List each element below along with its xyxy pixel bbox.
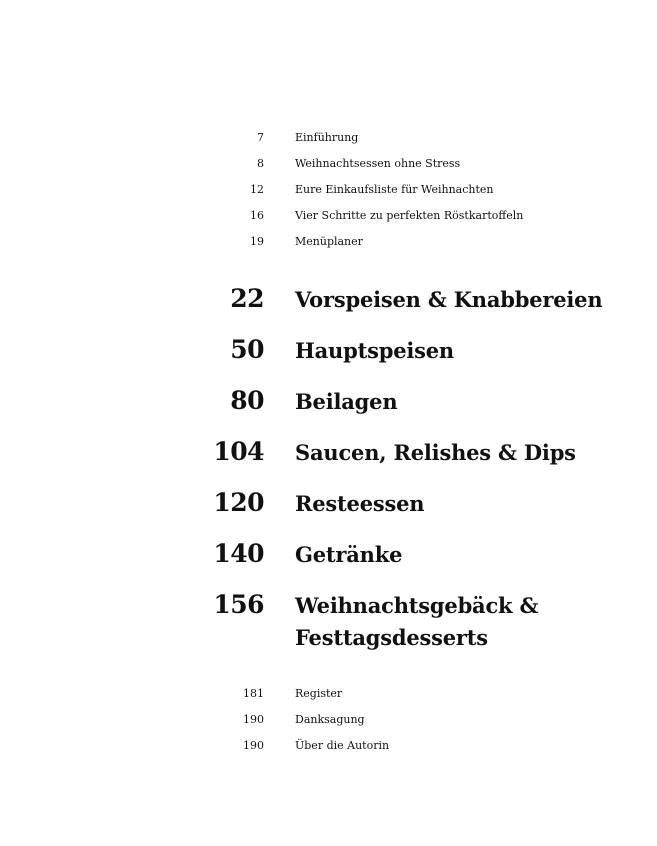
- page-number: 7: [257, 131, 264, 144]
- entry-title: Vier Schritte zu perfekten Röstkartoffeln: [295, 209, 524, 222]
- chapter-page-number: 50: [230, 335, 264, 364]
- chapter-title: Saucen, Relishes & Dips: [295, 440, 576, 465]
- toc-entry-acknowledgements: [0, 712, 657, 738]
- chapter-drinks: [0, 537, 657, 588]
- entry-title: Menüplaner: [295, 235, 363, 248]
- toc-entry-shopping-list: [0, 182, 657, 208]
- chapter-page-number: 156: [213, 590, 264, 619]
- page-number: 190: [243, 739, 264, 752]
- chapter-desserts: [0, 588, 657, 654]
- chapter-title: Beilagen: [295, 389, 398, 414]
- page-number: 181: [243, 687, 264, 700]
- chapter-page-number: 104: [213, 437, 264, 466]
- toc-entry-stress-free: [0, 156, 657, 182]
- toc-entry-menu-planner: [0, 234, 657, 260]
- chapter-title: Getränke: [295, 542, 403, 567]
- page-number: 16: [250, 209, 264, 222]
- chapter-sides: [0, 384, 657, 435]
- page-number: 19: [250, 235, 264, 248]
- chapter-mains: [0, 333, 657, 384]
- toc-entry-about-author: [0, 738, 657, 764]
- chapter-page-number: 22: [230, 284, 264, 313]
- entry-title: Register: [295, 687, 343, 700]
- page-number: 8: [257, 157, 264, 170]
- chapter-page-number: 140: [213, 539, 264, 568]
- chapter-starters: [0, 282, 657, 333]
- chapter-title: Resteessen: [295, 491, 425, 516]
- entry-title: Eure Einkaufsliste für Weihnachten: [295, 183, 494, 196]
- back-matter-list: [0, 686, 657, 764]
- entry-title: Danksagung: [295, 713, 365, 726]
- entry-title: Über die Autorin: [295, 739, 390, 752]
- toc-entry-roast-potatoes: [0, 208, 657, 234]
- toc-entry-index: [0, 686, 657, 712]
- page-number: 190: [243, 713, 264, 726]
- chapter-page-number: 120: [213, 488, 264, 517]
- entry-title: Weihnachtsessen ohne Stress: [295, 157, 461, 170]
- chapter-sauces: [0, 435, 657, 486]
- entry-title: Einführung: [295, 131, 359, 144]
- chapter-title: Weihnachtsgebäck & Festtagsdesserts: [295, 593, 539, 650]
- chapter-leftovers: [0, 486, 657, 537]
- chapter-title: Hauptspeisen: [295, 338, 454, 363]
- chapter-list: [0, 282, 657, 654]
- front-matter-list: [0, 130, 657, 260]
- chapter-page-number: 80: [230, 386, 264, 415]
- page-number: 12: [250, 183, 264, 196]
- toc-entry-intro: [0, 130, 657, 156]
- chapter-title: Vorspeisen & Knabbereien: [295, 287, 603, 312]
